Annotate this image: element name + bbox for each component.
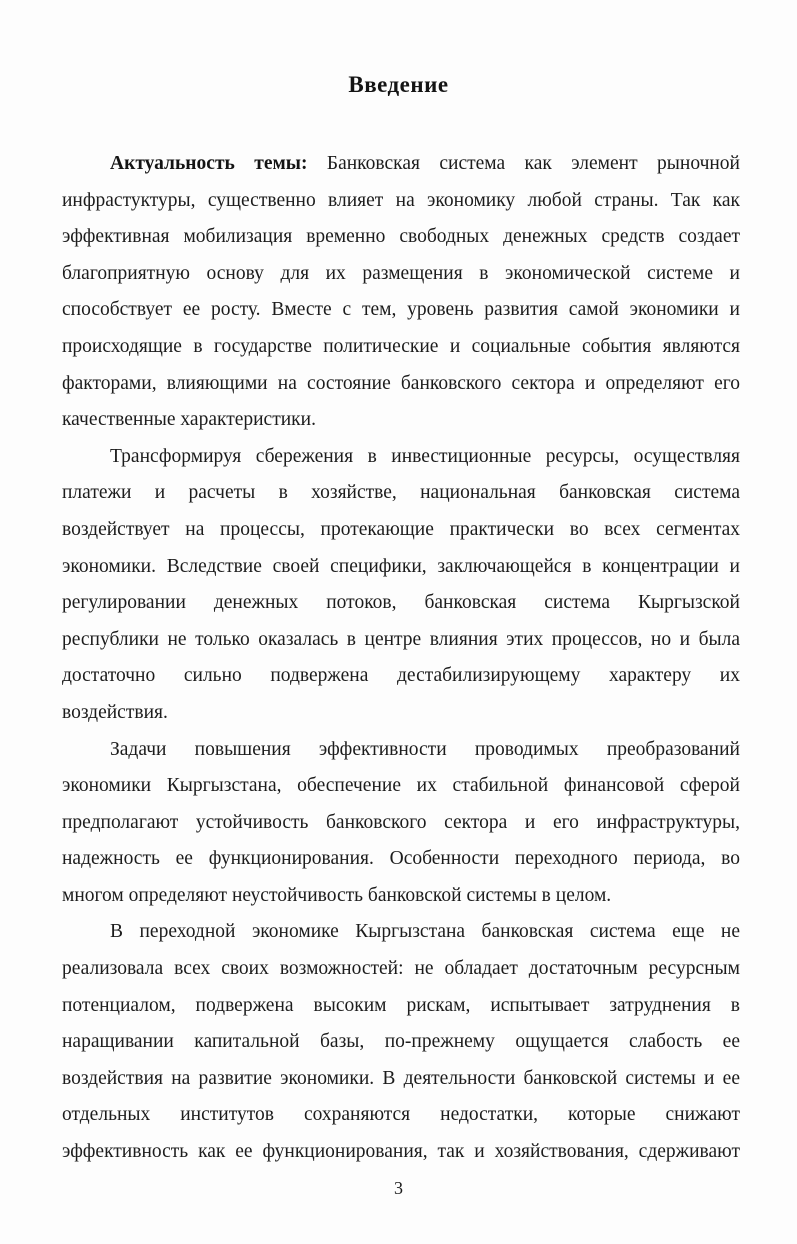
line-text: платежи и расчеты в хозяйстве, национальная банковская система: [62, 482, 740, 504]
text-line-p4: [62, 1024, 740, 1061]
line-text: воздействует на процессы, протекающие практически во всех сегментах: [62, 518, 740, 540]
line-text: реализовала всех своих возможностей: не обладает достаточным ресурсным: [62, 958, 740, 980]
text-line-p3: [62, 805, 740, 842]
text-line-p4: [62, 988, 740, 1025]
line-text: способствует ее росту. Вместе с тем, уровень развития самой экономики и: [62, 299, 740, 321]
line-text: достаточно сильно подвержена дестабилизирующему характеру их: [62, 665, 740, 687]
text-line-p1: [62, 402, 740, 439]
text-line-p3: [62, 878, 740, 915]
bold-lead-text: Актуальность темы:: [110, 153, 308, 174]
text-line-p1: [62, 256, 740, 293]
line-text: качественные характеристики.: [62, 409, 316, 431]
body-text: [62, 146, 740, 1171]
text-line-p1: [62, 292, 740, 329]
text-line-p2: [62, 695, 740, 732]
line-text: эффективность как ее функционирования, так и хозяйствования, сдерживают: [62, 1141, 740, 1163]
text-line-p1: [62, 146, 740, 183]
text-line-p2: [62, 439, 740, 476]
text-line-p2: [62, 622, 740, 659]
line-text: происходящие в государстве политические и социальные события являются: [62, 335, 740, 357]
text-line-p4: [62, 1097, 740, 1134]
line-text: отдельных институтов сохраняются недостатки, которые снижают: [62, 1104, 740, 1126]
text-line-p3: [62, 841, 740, 878]
text-line-p3: [62, 768, 740, 805]
text-line-p4: [62, 1061, 740, 1098]
text-line-p2: [62, 585, 740, 622]
line-text: Задачи повышения эффективности проводимых преобразований: [110, 738, 740, 760]
line-text: наращивании капитальной базы, по-прежнему ощущается слабость ее: [62, 1031, 740, 1053]
text-line-p1: [62, 183, 740, 220]
page-title: Введение: [348, 72, 449, 97]
line-text: В переходной экономике Кыргызстана банковская система еще не: [110, 921, 740, 943]
line-text: экономики. Вследствие своей специфики, заключающейся в концентрации и: [62, 555, 740, 577]
text-line-p1: [62, 366, 740, 403]
line-text: эффективная мобилизация временно свободных денежных средств создает: [62, 226, 740, 248]
line-text: воздействия на развитие экономики. В деятельности банковской системы и ее: [62, 1067, 740, 1089]
text-line-p4: [62, 914, 740, 951]
line-text: экономики Кыргызстана, обеспечение их стабильной финансовой сферой: [62, 775, 740, 797]
line-text: надежность ее функционирования. Особенности переходного периода, во: [62, 848, 740, 870]
text-line-p2: [62, 549, 740, 586]
line-text: воздействия.: [62, 701, 168, 723]
page-number: 3: [394, 1178, 403, 1198]
line-text: многом определяют неустойчивость банковской системы в целом.: [62, 884, 612, 906]
line-text: Трансформируя сбережения в инвестиционные ресурсы, осуществляя: [110, 445, 740, 467]
line-text: республики не только оказалась в центре влияния этих процессов, но и была: [62, 628, 740, 650]
text-line-p1: [62, 329, 740, 366]
line-text: благоприятную основу для их размещения в экономической системе и: [62, 262, 740, 284]
line-text: регулировании денежных потоков, банковская система Кыргызской: [62, 592, 740, 614]
text-line-p2: [62, 512, 740, 549]
line-text: инфрастуктуры, существенно влияет на экономику любой страны. Так как: [62, 189, 740, 211]
line-text: факторами, влияющими на состояние банковского сектора и определяют его: [62, 372, 740, 394]
text-line-p3: [62, 732, 740, 769]
text-line-p4: [62, 1134, 740, 1171]
line-text: Банковская система как элемент рыночной: [307, 153, 740, 174]
text-line-p2: [62, 658, 740, 695]
line-text: предполагают устойчивость банковского сектора и его инфраструктуры,: [62, 811, 740, 833]
text-line-p1: [62, 219, 740, 256]
text-line-p2: [62, 475, 740, 512]
line-text: потенциалом, подвержена высоким рискам, испытывает затруднения в: [62, 994, 740, 1016]
text-line-p4: [62, 951, 740, 988]
